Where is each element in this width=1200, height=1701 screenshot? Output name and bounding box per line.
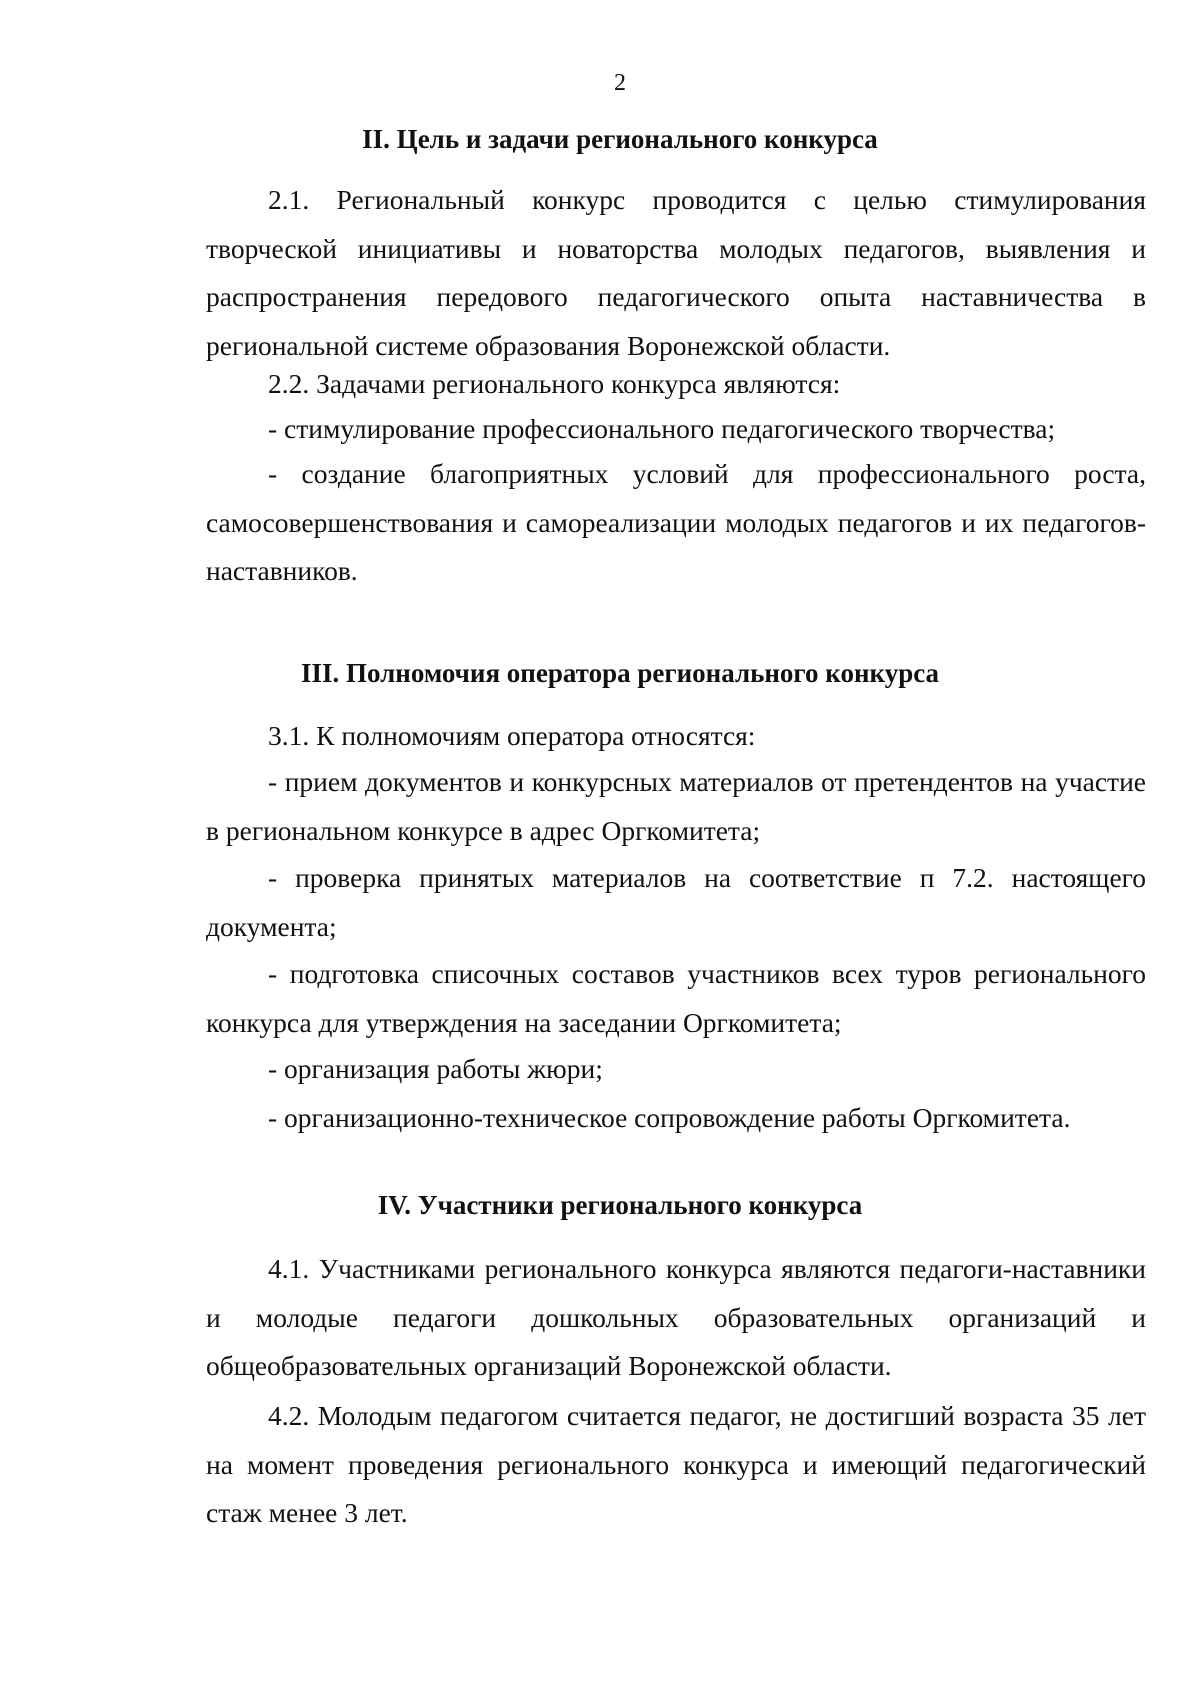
page-number: 2 [614, 70, 626, 96]
section-4-heading: IV. Участники регионального конкурса [377, 1190, 863, 1220]
paragraph-4-2: 4.2. Молодым педагогом считается педагог, не достигший возраста 35 лет на момент проведения регионального конкурса и имеющий педагогический стаж менее 3 лет. [206, 1400, 1146, 1528]
bullet-2-1: - стимулирование профессионального педагогического творчества; [268, 413, 1056, 444]
bullet-2-2: - создание благоприятных условий для профессионального роста, самосовершенствования и самореализации молодых педагогов и их педагогов-наставников. [206, 458, 1146, 586]
section-3-heading: III. Полномочия оператора регионального конкурса [300, 658, 940, 688]
bullet-3-4: - организация работы жюри; [268, 1053, 603, 1084]
section-2-heading: II. Цель и задачи регионального конкурса [362, 124, 878, 154]
bullet-3-5: - организационно-техническое сопровождение работы Оргкомитета. [268, 1102, 1071, 1133]
paragraph-4-1: 4.1. Участниками регионального конкурса являются педагоги-наставники и молодые педагоги дошкольных образовательных организаций и общеобразовательных организаций Воронежской области. [206, 1253, 1146, 1381]
paragraph-3-1: 3.1. К полномочиям оператора относятся: [268, 720, 756, 751]
paragraph-2-1: 2.1. Региональный конкурс проводится с целью стимулирования творческой инициативы и новаторства молодых педагогов, выявления и распространения передового педагогического опыта наставничества в региональной системе образования Воронежской области. [206, 184, 1146, 361]
bullet-3-3: - подготовка списочных составов участников всех туров регионального конкурса для утверждения на заседании Оргкомитета; [206, 958, 1146, 1038]
bullet-3-1: - прием документов и конкурсных материалов от претендентов на участие в региональном конкурсе в адрес Оргкомитета; [206, 766, 1146, 846]
bullet-3-2: - проверка принятых материалов на соответствие п 7.2. настоящего документа; [206, 862, 1146, 942]
paragraph-2-2: 2.2. Задачами регионального конкурса являются: [268, 368, 841, 399]
